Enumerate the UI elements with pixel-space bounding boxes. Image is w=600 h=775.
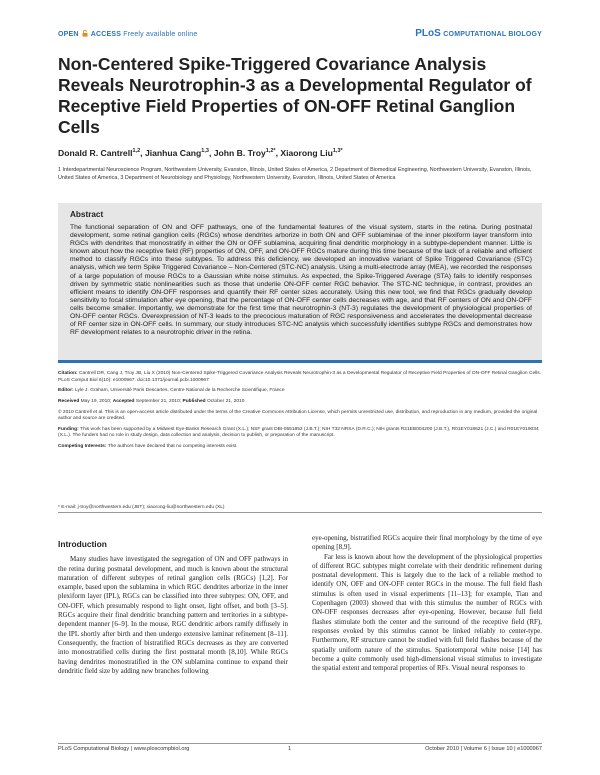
citation-label: Citation: <box>58 371 78 376</box>
dates <box>58 399 542 406</box>
journal-header <box>58 28 542 44</box>
received-label: Received <box>58 398 80 404</box>
journal-logo <box>415 28 542 39</box>
abstract-text: The functional separation of ON and OFF pathways, one of the fundamental features of the visual system, starts in the retina. During postnatal development, some retinal ganglion cells (RGCs) whose dendrites arborize in both ON and OFF sublaminae of the inner plexiform layer transform into RGCs with dendrites that monostratify in either the ON or OFF sublamina, acquiring final dendritic morphology in a subtype-dependent manner. Little is known about how the receptive field (RF) properties of ON, OFF, and ON-OFF RGCs mature during this time because of the lack of a reliable and efficient method to classify RGCs into these subtypes. To address this deficiency, we developed an innovative variant of Spike Triggered Covariance (STC) analysis, which we term Spike Triggered Covariance – Non-Centered (STC-NC) analysis. Using a multi-electrode array (MEA), we recorded the responses of a large population of mouse RGCs to a Gaussian white noise stimulus. As expected, the Spike-Triggered Average (STA) fails to identify responses driven by symmetric static nonlinearities such as those that underlie ON-OFF center RGC behavior. The STC-NC technique, in contrast, provides an efficient means to identify ON-OFF responses and quantify their RF center sizes accurately. Using this new tool, we find that RGCs gradually develop sensitivity to focal stimulation after eye opening, that the percentage of ON-OFF center cells decreases with age, and that RF centers of ON and ON-OFF cells become smaller. Importantly, we demonstrate for the first time that neurotrophin-3 (NT-3) regulates the development of physiological properties of ON-OFF center RGCs. Overexpression of NT-3 leads to the precocious maturation of RGC responsiveness and accelerates the developmental decrease of RF center size in ON-OFF cells. In summary, our study introduces STC-NC analysis which successfully identifies subtype RGCs and demonstrates how RF development relates to a neurotrophic driver in the retina. <box>70 224 532 337</box>
editor-text: Lyle J. Graham, Université Paris Descartes, Centre National de la Recherche Scientifique, France <box>74 388 285 394</box>
footer-journal: PLoS Computational Biology | www.ploscompbiol.org <box>58 746 190 752</box>
accepted-label: Accepted <box>112 398 135 404</box>
author-name: Donald R. Cantrell <box>58 148 133 158</box>
email-block <box>58 503 542 516</box>
abstract-heading: Abstract <box>70 210 104 219</box>
author-affiliation-sup: 1,2 <box>132 148 141 155</box>
accepted-date: September 21, 2010; <box>135 398 182 404</box>
article-metadata <box>58 371 542 455</box>
author-name: Jianhua Cang <box>144 148 202 158</box>
affiliations: 1 Interdepartmental Neuroscience Program, Northwestern University, Evanston, Illinois, United States of America, 2 Department of Biomedical Engineering, Northwestern University, Evanston, Illinois, United States of America, 3 Department of Neurobiology and Physiology, Northwestern University, Evanston, Illinois, United States of America <box>58 167 532 182</box>
open-label: OPEN <box>58 31 79 38</box>
author-name: Xiaorong Liu <box>280 148 333 158</box>
editor <box>58 388 542 395</box>
author-name: John B. Troy <box>213 148 266 158</box>
funding <box>58 427 542 440</box>
author-affiliation-sup: 1,3 <box>201 148 209 155</box>
body-column-right <box>312 534 542 673</box>
body-paragraph: Many studies have investigated the segregation of ON and OFF pathways in the retina during postnatal development, and much is known about the structural maturation of different subtypes of retinal ganglion cells (RGCs) [1,2]. For example, based upon the sublamina in which RGC dendrites arborize in the inner plexiform layer (IPL), RGCs can be classified into three subtypes: ON, OFF, and ON-OFF, which presumably respond to light onset, light offset, and both [3–5]. RGCs acquire their final dendritic branching pattern and territories in a subtype-dependent manner [6–9]. In the mouse, RGC dendritic arbors ramify diffusely in the IPL shortly after birth and then undergo extensive laminar refinement [8–11]. Consequently, the fraction of bistratified RGCs decreases as they are converted into monostratified cells during the first postnatal month [8,10]. While RGCs having dendrites monostratified in the ON sublamina continue to expand their dendritic field size by adding new branches following <box>58 555 288 675</box>
abstract-box <box>58 203 542 363</box>
author-affiliation-sup: 1,2* <box>265 148 276 155</box>
introduction-heading: Introduction <box>58 539 107 549</box>
competing-text: The authors have declared that no competing interests exist. <box>107 443 238 449</box>
page-number: 1 <box>288 746 292 752</box>
open-access-lock-icon <box>82 30 88 39</box>
funding-text: This work has been supported by a Midwest Eye-Banks Research Grant (X.L.); NSF grant DBI-0551852 (J.B.T.); NIH T32 NRSA (D.R.C.); NIH grants R21EB004200 (J.B.T.), R01EY018621 (J.C.) and R01EY019034 (X.L.). The funders had no role in study design, data collection and analysis, decision to publish, or preparation of the manuscript. <box>58 426 539 439</box>
competing-interests <box>58 444 542 451</box>
citation-text: Cantrell DR, Cang J, Troy JB, Liu X (2010) Non-Centered Spike-Triggered Covariance Analysis Reveals Neurotrophin-3 as a Developmental Regulator of Receptive Field Properties of ON-OFF Retinal Ganglion Cells. PLoS Comput Biol 6(10): e1000967. doi:10.1371/journal.pcbi.1000967 <box>58 371 542 383</box>
body-paragraph: eye-opening, bistratified RGCs acquire their final morphology by the time of eye opening [8,9]. <box>312 534 542 552</box>
received-date: May 19, 2010; <box>80 398 112 404</box>
citation <box>58 371 542 384</box>
author-list: Donald R. Cantrell$^{1,2}$, Jianhua Cang$^{1,3}$, John B. Troy$^{1,2*}$, Xiaorong Liu$^{1,3*}$ <box>58 148 343 158</box>
page-footer <box>58 746 542 756</box>
open-access-badge <box>58 30 197 39</box>
journal-plos: PLoS <box>415 28 441 39</box>
published-label: Published <box>182 398 206 404</box>
journal-name: COMPUTATIONAL BIOLOGY <box>443 31 542 38</box>
body-column-left <box>58 540 288 676</box>
copyright: © 2010 Cantrell et al. This is an open-access article distributed under the terms of the Creative Commons Attribution License, which permits unrestricted use, distribution, and reproduction in any medium, provided the original author and source are credited. <box>58 409 538 422</box>
published-date: October 21, 2010 <box>207 398 245 404</box>
footer-divider <box>58 743 542 744</box>
footer-issue: October 2010 | Volume 6 | Issue 10 | e1000967 <box>425 746 542 752</box>
body-paragraph: Far less is known about how the development of the physiological properties of different RGC subtypes might correlate with their dendritic refinement during postnatal development. This is largely due to the lack of a reliable method to identify ON, OFF and ON-OFF center RGCs in the mouse. The full field flash stimulus is often used in visual experiments [11–13]; for example, Tian and Copenhagen (2003) showed that with this stimulus the number of RGCs with ON-OFF responses decreases after eye-opening. However, because full field flashes stimulate both the center and the surround of the receptive field (RF), responses evoked by this stimulus cannot be linked reliably to center-type. Furthermore, RF structure cannot be studied with full field flashes because of the spatially uniform nature of the stimulus. Spatiotemporal white noise [14] has become a quite commonly used high-dimensional visual stimulus to investigate the spatial extent and temporal properties of RFs. Visual neural responses to <box>312 552 542 673</box>
corresponding-email: * E-mail: j-troy@northwestern.edu (JBT); xiaorong-liu@northwestern.edu (XL) <box>58 505 225 510</box>
funding-label: Funding: <box>58 426 79 432</box>
author-affiliation-sup: 1,3* <box>332 148 343 155</box>
article-title: Non-Centered Spike-Triggered Covariance Analysis Reveals Neurotrophin-3 as a Developmental Regulator of Receptive Field Properties of ON-OFF Retinal Ganglion Cells <box>58 54 532 137</box>
competing-label: Competing Interests: <box>58 443 107 449</box>
access-label: ACCESS <box>90 31 122 38</box>
editor-label: Editor: <box>58 388 74 394</box>
freely-available-label: Freely available online <box>123 31 198 38</box>
